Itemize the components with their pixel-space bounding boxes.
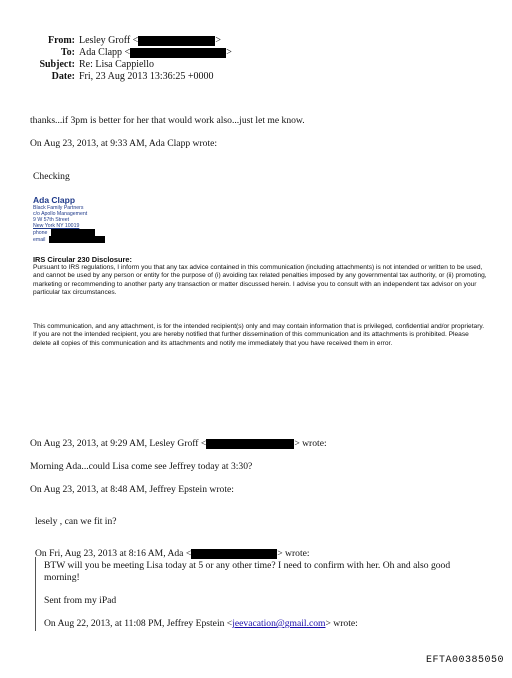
signature-line-1: Black Family Partners	[33, 205, 84, 211]
to-label: To:	[60, 47, 75, 58]
signature-phone-label: phone	[33, 229, 48, 236]
to-value: Ada Clapp <	[79, 47, 131, 58]
disclaimer-paragraph-1: Pursuant to IRS regulations, I inform you that any tax advice contained in this communication (including attachments) is not intended or written to be used, and cannot be used by any person or entity for the purpose of (i) avoiding tax related penalties imposed by any governmental tax authority, or (ii) promoting, marketing or recommending to another party any transaction or matter discussed herein. I advise you to consult with an independent tax advisor on your particular tax circumstances.	[33, 264, 487, 297]
from-value: Lesley Groff <	[79, 35, 139, 46]
date-row	[0, 71, 214, 83]
groff-message: Morning Ada...could Lisa come see Jeffrey today at 3:30?	[30, 461, 253, 472]
ada-message-line-2: morning!	[44, 572, 80, 583]
subject-value: Re: Lisa Cappiello	[79, 59, 154, 70]
final-intro: On Aug 22, 2013, at 11:08 PM, Jeffrey Epstein <	[44, 618, 233, 629]
redaction-bar	[49, 236, 105, 243]
disclaimer-title: IRS Circular 230 Disclosure:	[33, 255, 132, 264]
quote-header-ada: On Aug 23, 2013, at 9:33 AM, Ada Clapp wrote:	[30, 138, 218, 149]
signature-email-row	[33, 236, 105, 243]
from-tail: >	[215, 35, 221, 46]
date-label: Date:	[51, 71, 75, 82]
redaction-bar	[130, 48, 226, 58]
sent-from-text: Sent from my iPad	[44, 595, 117, 606]
signature-email-label: email	[33, 236, 46, 243]
signature-name: Ada Clapp	[33, 195, 76, 205]
from-label: From:	[47, 35, 75, 46]
redaction-bar	[206, 439, 294, 449]
ada-message-line-1: BTW will you be meeting Lisa today at 5 or any other time? I need to confirm with her. Oh and also good	[44, 560, 451, 571]
groff-tail: > wrote:	[294, 438, 327, 449]
signature-address-link: New York NY 10019	[33, 223, 80, 229]
quote-header-groff	[30, 438, 327, 450]
to-tail: >	[226, 47, 232, 58]
subject-label: Subject:	[39, 59, 75, 70]
ada-tail: > wrote:	[277, 548, 310, 559]
final-tail: > wrote:	[325, 618, 358, 629]
quote-header-final	[44, 618, 358, 630]
signature-line-2: c/o Apollo Management	[33, 211, 88, 217]
email-link[interactable]: jeevacation@gmail.com	[232, 618, 326, 629]
date-value: Fri, 23 Aug 2013 13:36:25 +0000	[79, 71, 214, 82]
checking-text: Checking	[33, 171, 70, 182]
signature-line-3: 9 W 57th Street	[33, 217, 70, 223]
groff-intro: On Aug 23, 2013, at 9:29 AM, Lesley Groff <	[30, 438, 207, 449]
ada-intro: On Fri, Aug 23, 2013 at 8:16 AM, Ada <	[35, 548, 192, 559]
redaction-bar	[138, 36, 215, 46]
signature-phone-row	[33, 229, 95, 236]
message-line-1: thanks...if 3pm is better for her that would work also...just let me know.	[30, 115, 305, 126]
redaction-bar	[51, 229, 95, 236]
to-row	[0, 47, 232, 59]
epstein-message: lesely , can we fit in?	[35, 516, 117, 527]
quote-header-epstein: On Aug 23, 2013, at 8:48 AM, Jeffrey Epstein wrote:	[30, 484, 234, 495]
subject-row	[0, 59, 154, 71]
disclaimer-paragraph-2: This communication, and any attachment, is for the intended recipient(s) only and may contain information that is privileged, confidential and/or proprietary. If you are not the intended recipient, you are hereby notified that further dissemination of this communication and its attachments is prohibited. Please delete all copies of this communication and its attachments and notify me immediately that you have received them in error.	[33, 323, 485, 347]
document-id: EFTA00385050	[425, 655, 504, 666]
from-row	[0, 35, 221, 47]
